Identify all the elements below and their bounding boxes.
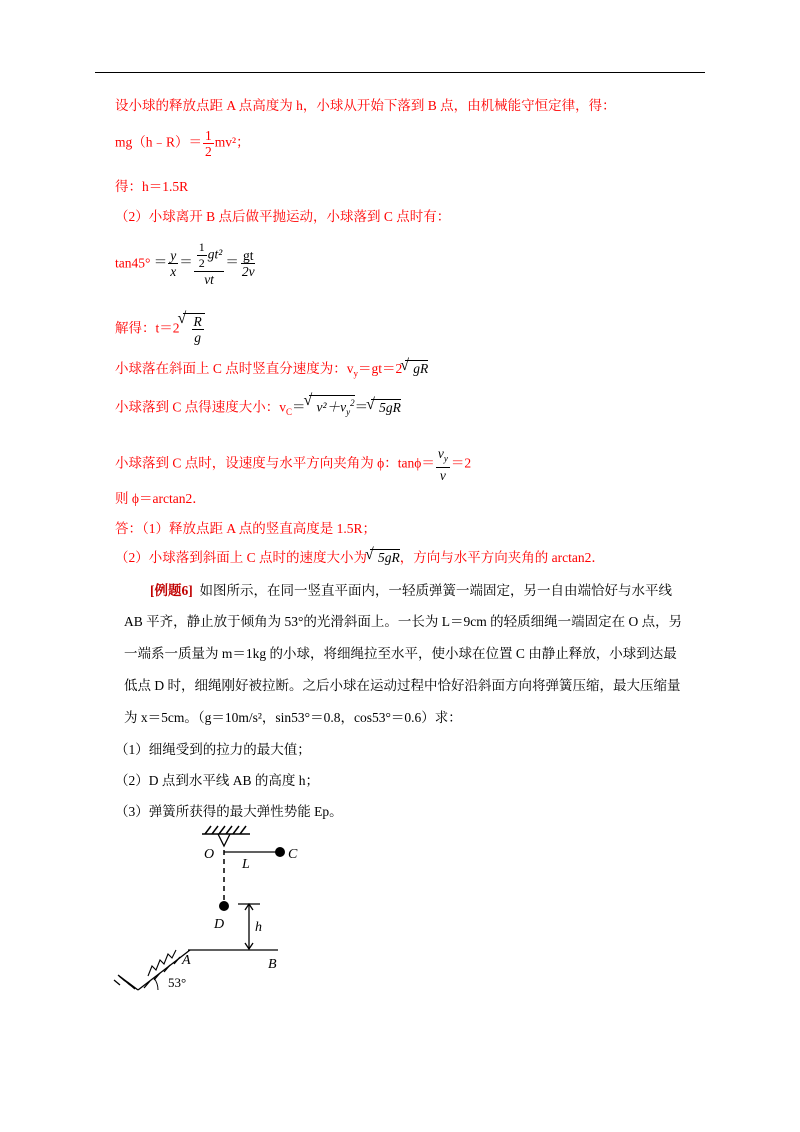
question-3: （3）弹簧所获得的最大弹性势能 Ep。 <box>115 804 343 819</box>
ball-d <box>219 901 229 911</box>
answer-2: （2）小球落到斜面上 C 点时的速度大小为√ 5gR，方向与水平方向夹角的 arctan2． <box>115 549 605 567</box>
equation-vertical-velocity: 小球落在斜面上 C 点时竖直分速度为：$v_y=gt=2√$ gR <box>115 360 428 383</box>
label-a: A <box>182 953 191 968</box>
example-paragraph-5: 为 x＝5cm。（g＝10m/s²，sin53°＝0.8，cos53°＝0.6）求： <box>124 710 462 725</box>
label-h: h <box>255 920 262 935</box>
question-1: （1）细绳受到的拉力的最大值； <box>115 742 311 757</box>
example-tag: [例题6] <box>150 583 193 598</box>
question-2: （2）D 点到水平线 AB 的高度 h； <box>115 773 320 788</box>
equation-speed-c: 小球落到 C 点得速度大小：$v_C=√$ $v^2+v_y^2=√$ 5gR <box>115 395 401 421</box>
label-b: B <box>268 957 277 972</box>
answer-1: 答：（1）释放点距 A 点的竖直高度是 1.5R； <box>115 521 377 536</box>
label-l: L <box>242 857 250 872</box>
example-paragraph-3: 一端系一质量为 m＝1kg 的小球，将细绳拉至水平，使小球在位置 C 由静止释放，小球到达最 <box>124 646 677 661</box>
ball-c <box>275 847 285 857</box>
solution-line-4: （2）小球离开 B 点后做平抛运动，小球落到 C 点时有： <box>115 209 451 224</box>
eq1-left: mg（h﹣R）＝ <box>115 134 203 150</box>
equation-tan45: tan45° ＝ $\frac{y}{x}$ ＝ $\frac{1}{2}$ gt² vt ＝ $\frac{gt}{2v}$ <box>115 240 255 287</box>
solution-line-10: 则 ϕ＝arctan2． <box>115 491 206 506</box>
label-o: O <box>204 847 215 862</box>
pivot-o <box>218 834 230 846</box>
equation-energy <box>115 128 250 159</box>
physics-figure <box>110 820 310 1010</box>
ceiling-support <box>202 826 250 834</box>
solution-line-3: 得：h＝1.5R <box>115 179 189 194</box>
solution-line-1: 设小球的释放点距 A 点高度为 h，小球从开始下落到 B 点，由机械能守恒定律，得： <box>115 98 616 113</box>
label-d: D <box>214 917 225 932</box>
example-paragraph-2: AB 平齐，静止放于倾角为 53°的光滑斜面上。一长为 L＝9cm 的轻质细绳一端固定在 O 点，另 <box>124 614 683 629</box>
label-c: C <box>288 847 298 862</box>
equation-angle: 小球落到 C 点时，设速度与水平方向夹角为 ϕ：tanϕ＝ $\frac{v_y}{v}$ ＝2 <box>115 446 472 483</box>
header-rule <box>95 72 705 73</box>
eq1-right: mv²； <box>214 134 250 150</box>
label-angle: 53° <box>168 975 187 990</box>
eq1-half-fraction: $\frac{1}{2}$ <box>205 128 212 159</box>
equation-time: 解得：t＝2 √ $\frac{R}{g}$ <box>115 313 205 345</box>
example-paragraph-4: 低点 D 时，细绳刚好被拉断。之后小球在运动过程中恰好沿斜面方向将弹簧压缩，最大压缩量 <box>124 678 681 693</box>
example-paragraph-1: [例题6] 如图所示，在同一竖直平面内，一轻质弹簧一端固定，另一自由端恰好与水平线 <box>150 583 672 598</box>
